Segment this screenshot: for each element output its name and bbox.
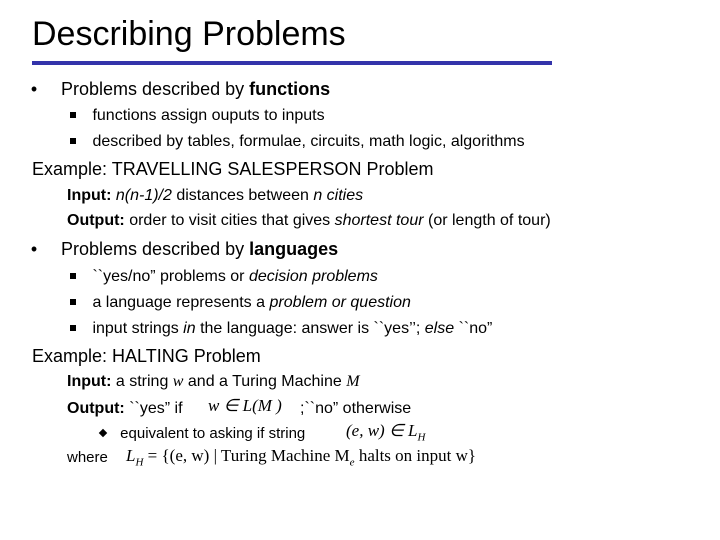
lang-item-2-emph: problem or question <box>269 294 411 311</box>
lang-item-1-emph: decision problems <box>248 268 378 285</box>
square-bullet-icon <box>70 325 76 331</box>
bullet-functions-bold: functions <box>249 79 331 99</box>
where-formula-l: L <box>126 446 136 465</box>
bullet-dot: • <box>30 79 38 99</box>
tsp-output-tail: (or length of tour) <box>423 212 551 229</box>
halt-sub-item-text: equivalent to asking if string <box>120 425 306 442</box>
halt-sub-item <box>100 425 305 442</box>
halt-input-text-2: and a Turing Machine <box>183 373 347 390</box>
where-formula-l-sub: H <box>135 456 144 469</box>
halt-input-label: Input: <box>67 373 112 390</box>
bullet-dot: • <box>30 239 38 259</box>
square-bullet-icon <box>70 273 76 279</box>
halt-output-text: ``yes” if <box>124 400 183 417</box>
square-bullet-icon <box>70 138 76 144</box>
tsp-output-text: order to visit cities that gives <box>124 212 335 229</box>
where-label: where <box>67 449 108 466</box>
halt-output-formula: w ∈ L(M ) <box>208 396 282 415</box>
square-bullet-icon <box>70 112 76 118</box>
bullet-functions-prefix: Problems described by <box>61 79 250 99</box>
tsp-heading: Example: TRAVELLING SALESPERSON Problem <box>32 159 434 179</box>
tsp-input <box>67 186 363 206</box>
lang-item-2-text: a language represents a <box>92 294 270 311</box>
sub-item-1-text: functions assign ouputs to inputs <box>92 107 325 124</box>
halt-sub-formula-main: (e, w) ∈ L <box>346 421 418 440</box>
square-bullet-icon <box>70 299 76 305</box>
lang-item-3-mid: the language: answer is ``yes’’; <box>195 320 425 337</box>
tsp-output-label: Output: <box>67 212 125 229</box>
halt-sub-formula <box>346 421 425 443</box>
halt-input <box>67 372 360 392</box>
tsp-input-text: distances between <box>171 187 314 204</box>
where-formula-e-sub: e <box>349 456 355 469</box>
tsp-input-formula: n(n-1)/2 <box>115 187 172 204</box>
halt-heading: Example: HALTING Problem <box>32 346 261 366</box>
lang-item-1-text: ``yes/no” problems or <box>92 268 249 285</box>
bullet-languages-prefix: Problems described by <box>61 239 250 259</box>
sub-item-2 <box>70 132 525 152</box>
bullet-languages <box>30 238 338 260</box>
lang-item-3 <box>70 319 492 339</box>
tsp-input-cities: n cities <box>313 187 364 204</box>
halt-output-otherwise: ;``no” otherwise <box>300 400 412 417</box>
where-formula-mid: = {(e, w) | Turing Machine M <box>143 446 350 465</box>
tsp-output-emph: shortest tour <box>334 212 424 229</box>
title-underline <box>32 61 552 65</box>
lang-item-2 <box>70 293 411 313</box>
lang-item-3-in: in <box>183 320 196 337</box>
tsp-input-label: Input: <box>67 187 112 204</box>
halt-sub-formula-sub: H <box>417 431 426 444</box>
where-formula-tail: halts on input w} <box>354 446 477 465</box>
halt-output <box>67 399 183 419</box>
lang-item-3-else: else <box>424 320 455 337</box>
diamond-bullet-icon <box>99 429 107 437</box>
page-title: Describing Problems <box>32 15 346 53</box>
lang-item-3-tail: ``no” <box>454 320 493 337</box>
sub-item-2-text: described by tables, formulae, circuits, math logic, algorithms <box>92 133 525 150</box>
lang-item-3-text: input strings <box>92 320 184 337</box>
bullet-languages-bold: languages <box>249 239 339 259</box>
halt-input-w: w <box>172 373 184 390</box>
tsp-output <box>67 211 551 231</box>
halt-output-label: Output: <box>67 400 125 417</box>
where-formula <box>126 446 476 468</box>
halt-input-m: M <box>346 373 360 390</box>
lang-item-1 <box>70 267 378 287</box>
bullet-functions <box>30 78 330 100</box>
halt-input-text: a string <box>111 373 173 390</box>
sub-item-1 <box>70 106 325 126</box>
